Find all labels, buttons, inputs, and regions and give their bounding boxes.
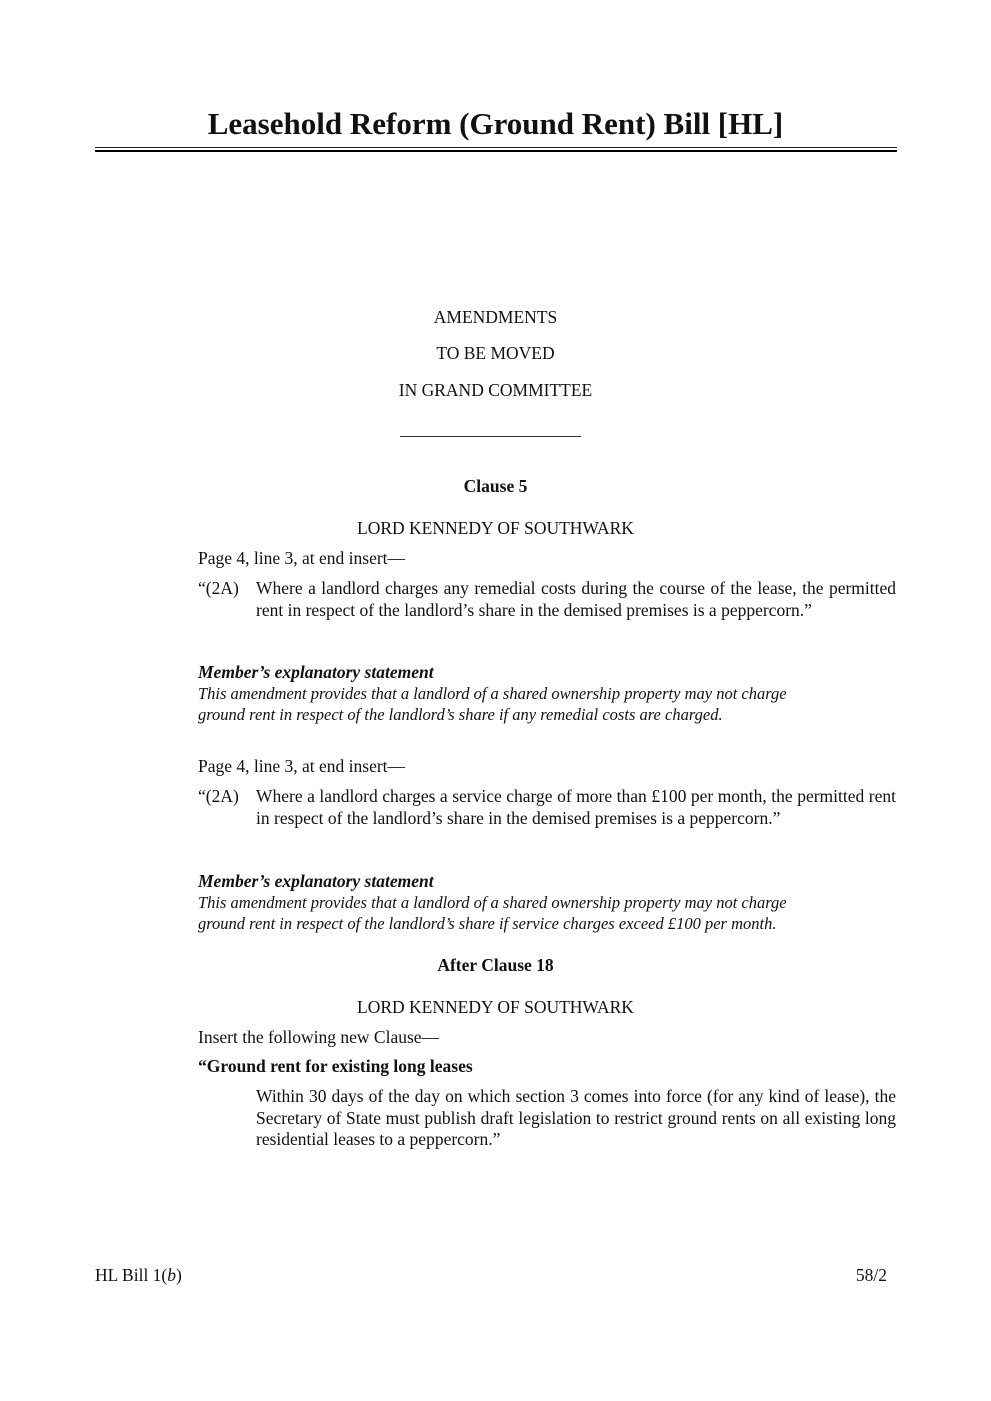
member-name: LORD KENNEDY OF SOUTHWARK <box>357 997 634 1017</box>
intro-line-1: AMENDMENTS <box>433 307 558 327</box>
amendment-body: Where a landlord charges any remedial costs during the course of the lease, the permitted rent in respect of the landlord’s share in the demised premises is a peppercorn.” <box>256 578 896 620</box>
section-heading: Clause 5 <box>463 476 528 496</box>
bill-suffix: ) <box>176 1265 182 1285</box>
section-heading: After Clause 18 <box>437 955 554 975</box>
statement-line: ground rent in respect of the landlord’s share if service charges exceed £100 per month. <box>198 914 777 933</box>
statement-heading: Member’s explanatory statement <box>198 871 434 891</box>
new-clause-title: “Ground rent for existing long leases <box>198 1056 473 1076</box>
statement-line: This amendment provides that a landlord of a shared ownership property may not charge <box>198 684 787 703</box>
amendment-text <box>198 578 896 621</box>
bill-letter: b <box>167 1265 177 1285</box>
explanatory-statement <box>198 871 896 934</box>
amendment-number: “(2A) <box>198 786 239 806</box>
amendment-body: Where a landlord charges a service charge of more than £100 per month, the permitted rent in respect of the landlord’s share in the demised premises is a peppercorn.” <box>256 786 896 828</box>
new-clause-text: Within 30 days of the day on which section 3 comes into force (for any kind of lease), the Secretary of State must publish draft legislation to restrict ground rents on all existing long residential leases to a peppercorn.” <box>256 1086 896 1149</box>
document-title: Leasehold Reform (Ground Rent) Bill [HL] <box>207 106 784 141</box>
bill-number <box>95 1265 182 1286</box>
intro-line-3: IN GRAND COMMITTEE <box>398 380 593 400</box>
statement-line: This amendment provides that a landlord of a shared ownership property may not charge <box>198 893 787 912</box>
amendment-text <box>198 786 896 829</box>
amendment-number: “(2A) <box>198 578 239 598</box>
divider <box>400 436 581 437</box>
title-rule-thick <box>95 150 897 152</box>
statement-heading: Member’s explanatory statement <box>198 662 434 682</box>
intro-line-2: TO BE MOVED <box>436 343 555 363</box>
amendment-instruction: Insert the following new Clause— <box>198 1027 440 1047</box>
title-rule-thin <box>95 147 897 148</box>
statement-line: ground rent in respect of the landlord’s share if any remedial costs are charged. <box>198 705 723 724</box>
member-name: LORD KENNEDY OF SOUTHWARK <box>357 518 634 538</box>
bill-prefix: HL Bill 1( <box>95 1265 168 1285</box>
page-reference: 58/2 <box>855 1265 887 1285</box>
amendment-instruction: Page 4, line 3, at end insert— <box>198 756 406 776</box>
amendment-instruction: Page 4, line 3, at end insert— <box>198 548 406 568</box>
explanatory-statement <box>198 662 896 725</box>
